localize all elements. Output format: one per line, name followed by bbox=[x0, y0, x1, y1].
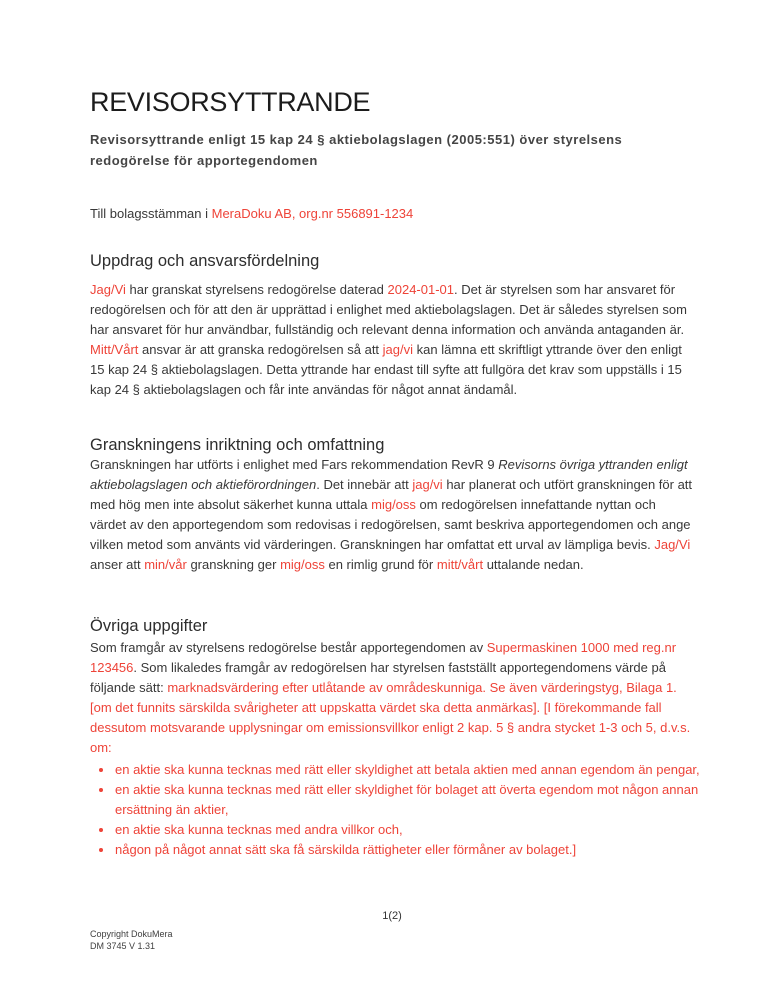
page-number: 1(2) bbox=[382, 910, 402, 922]
footer bbox=[90, 928, 694, 952]
section-paragraph-granskning: Granskningen har utförts i enlighet med Fars rekommendation RevR 9 Revisorns övriga yttranden enligt aktiebolagslagen och aktieförordningen. Det innebär att jag/vi har planerat och utfört granskningen för att med hög men inte absolut säkerhet kunna uttala mig/oss om redogörelsen innefattande nyttan och värdet av den apportegendom som redovisas i redogörelsen, samt beskriva apportegendomen och ange vilken metod som använts vid värderingen. Granskningen har omfattat ett urval av lämpliga bevis. Jag/Vi anser att min/vår granskning ger mig/oss en rimlig grund för mitt/vårt uttalande nedan. bbox=[90, 457, 693, 573]
list-item: • en aktie ska kunna tecknas med rätt eller skyldighet för bolaget att överta egendom mot någon annan ersättning än aktier, bbox=[114, 780, 718, 820]
document-title: REVISORSYTTRANDE bbox=[90, 87, 371, 117]
document-subtitle: Revisorsyttrande enligt 15 kap 24 § aktiebolagslagen (2005:551) över styrelsens redogörelse för apportegendomen bbox=[90, 132, 623, 168]
footer-doc-id: DM 3745 V 1.31 bbox=[90, 941, 156, 951]
list-item: • någon på något annat sätt ska få särskilda rättigheter eller förmåner av bolaget.] bbox=[114, 840, 718, 860]
section-paragraph-ovriga: Som framgår av styrelsens redogörelse består apportegendomen av Supermaskinen 1000 med reg.nr 123456. Som likaledes framgår av redogörelsen har styrelsen fastställt apportegendomens värde på följande sätt: marknadsvärdering efter utlåtande av områdeskunniga. Se även värderingstyg, Bilaga 1. [om det funnits särskilda svårigheter att uppskatta värdet ska detta anmärkas]. [I förekommande fall dessutom motsvarande upplysningar om emissionsvillkor enligt 2 kap. 5 § andra stycket 1-3 och 5, d.v.s. om: bbox=[90, 640, 691, 756]
emissionsvillkor-bullet-list bbox=[90, 760, 718, 860]
list-item: • en aktie ska kunna tecknas med andra villkor och, bbox=[114, 820, 718, 840]
section-heading-uppdrag: Uppdrag och ansvarsfördelning bbox=[90, 252, 320, 270]
footer-copyright: Copyright DokuMera bbox=[90, 929, 173, 939]
list-item: • en aktie ska kunna tecknas med rätt eller skyldighet att betala aktien med annan egendom än pengar, bbox=[114, 760, 718, 780]
salutation-line: Till bolagsstämman i MeraDoku AB, org.nr 556891-1234 bbox=[90, 206, 414, 221]
section-heading-ovriga: Övriga uppgifter bbox=[90, 617, 208, 635]
section-paragraph-uppdrag: Jag/Vi har granskat styrelsens redogörelse daterad 2024-01-01. Det är styrelsen som har ansvaret för redogörelsen och för att den är upprättad i enlighet med aktiebolagslagen. Det är således styrelsen som har ansvaret för hur användbar, fullständig och relevant denna information och använda antaganden är. Mitt/Vårt ansvar är att granska redogörelsen så att jag/vi kan lämna ett skriftligt yttrande över den enligt 15 kap 24 § aktiebolagslagen. Detta yttrande har endast till syfte att fullgöra det krav som uppställs i 15 kap 24 § aktiebolagslagen och får inte användas för något annat ändamål. bbox=[90, 282, 687, 398]
section-heading-granskning: Granskningens inriktning och omfattning bbox=[90, 436, 385, 454]
